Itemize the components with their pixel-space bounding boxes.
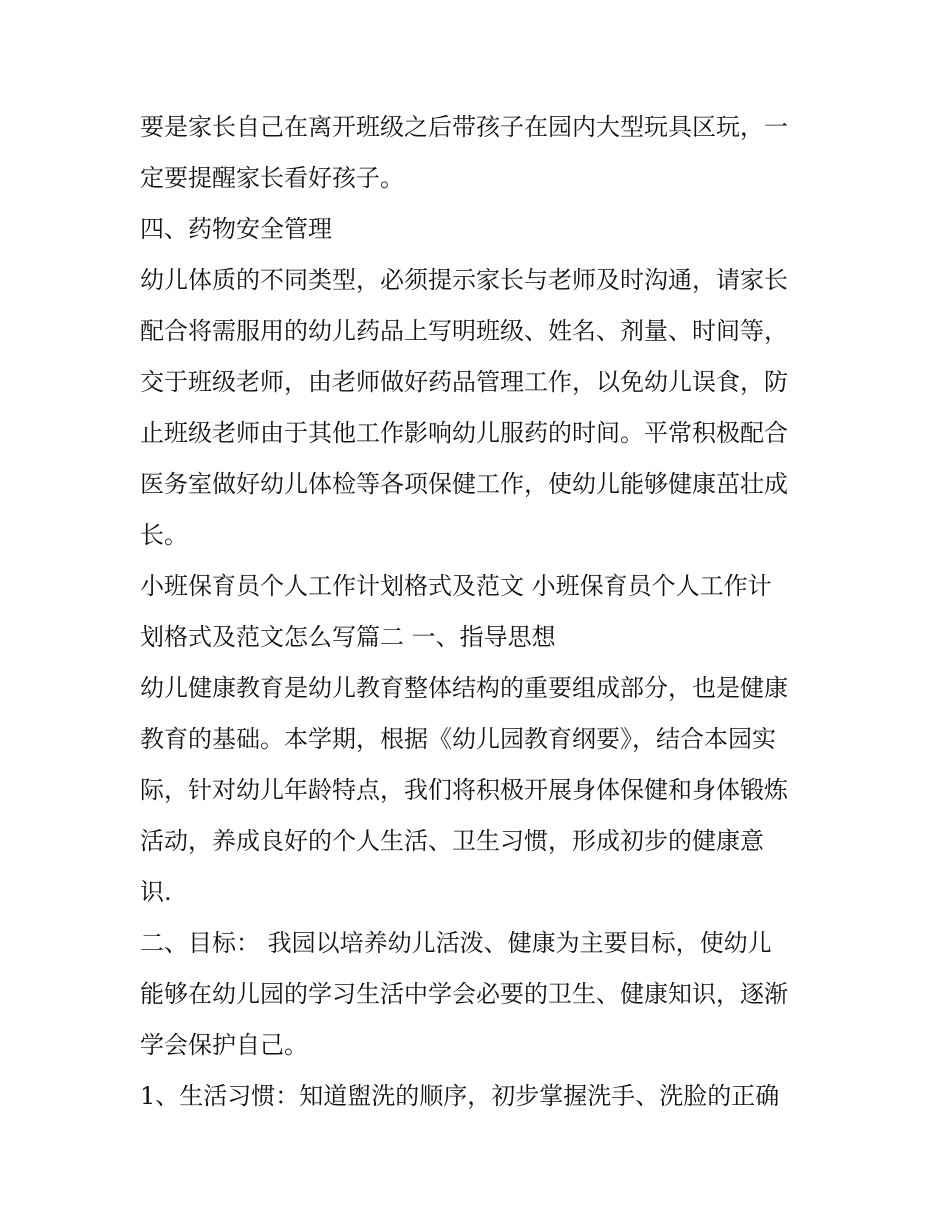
text-line: 医务室做好幼儿体检等各项保健工作，使幼儿能够健康茁壮成 [140,470,788,498]
text-line: 要是家长自己在离开班级之后带孩子在园内大型玩具区玩，一 [140,113,788,141]
section-heading: 二、目标： 我园以培养幼儿活泼、健康为主要目标，使幼儿 [140,929,772,957]
section-heading: 四、药物安全管理 [140,215,332,243]
text-line: 止班级老师由于其他工作影响幼儿服药的时间。平常积极配合 [140,419,788,447]
text-line: 教育的基础。本学期，根据《幼儿园教育纲要》，结合本园实 [140,725,776,753]
text-line: 能够在幼儿园的学习生活中学会必要的卫生、健康知识，逐渐 [140,980,788,1008]
title-line: 小班保育员个人工作计划格式及范文 小班保育员个人工作计 [140,572,772,600]
text-line: 定要提醒家长看好孩子。 [140,164,404,192]
title-line: 划格式及范文怎么写篇二 一、指导思想 [140,623,556,651]
text-line: 幼儿体质的不同类型，必须提示家长与老师及时沟通，请家长 [140,266,788,294]
text-line: 长。 [140,521,188,549]
text-line: 幼儿健康教育是幼儿教育整体结构的重要组成部分，也是健康 [140,674,788,702]
text-line: 交于班级老师，由老师做好药品管理工作，以免幼儿误食，防 [140,368,788,396]
text-line: 际，针对幼儿年龄特点，我们将积极开展身体保健和身体锻炼 [140,776,788,804]
list-item: 1、生活习惯：知道盥洗的顺序，初步掌握洗手、洗脸的正确 [140,1082,780,1110]
text-line: 配合将需服用的幼儿药品上写明班级、姓名、剂量、时间等， [140,317,788,345]
text-line: 识. [140,878,172,906]
document-body [140,102,820,1122]
text-line: 活动，养成良好的个人生活、卫生习惯，形成初步的健康意 [140,827,764,855]
text-line: 学会保护自己。 [140,1031,308,1059]
